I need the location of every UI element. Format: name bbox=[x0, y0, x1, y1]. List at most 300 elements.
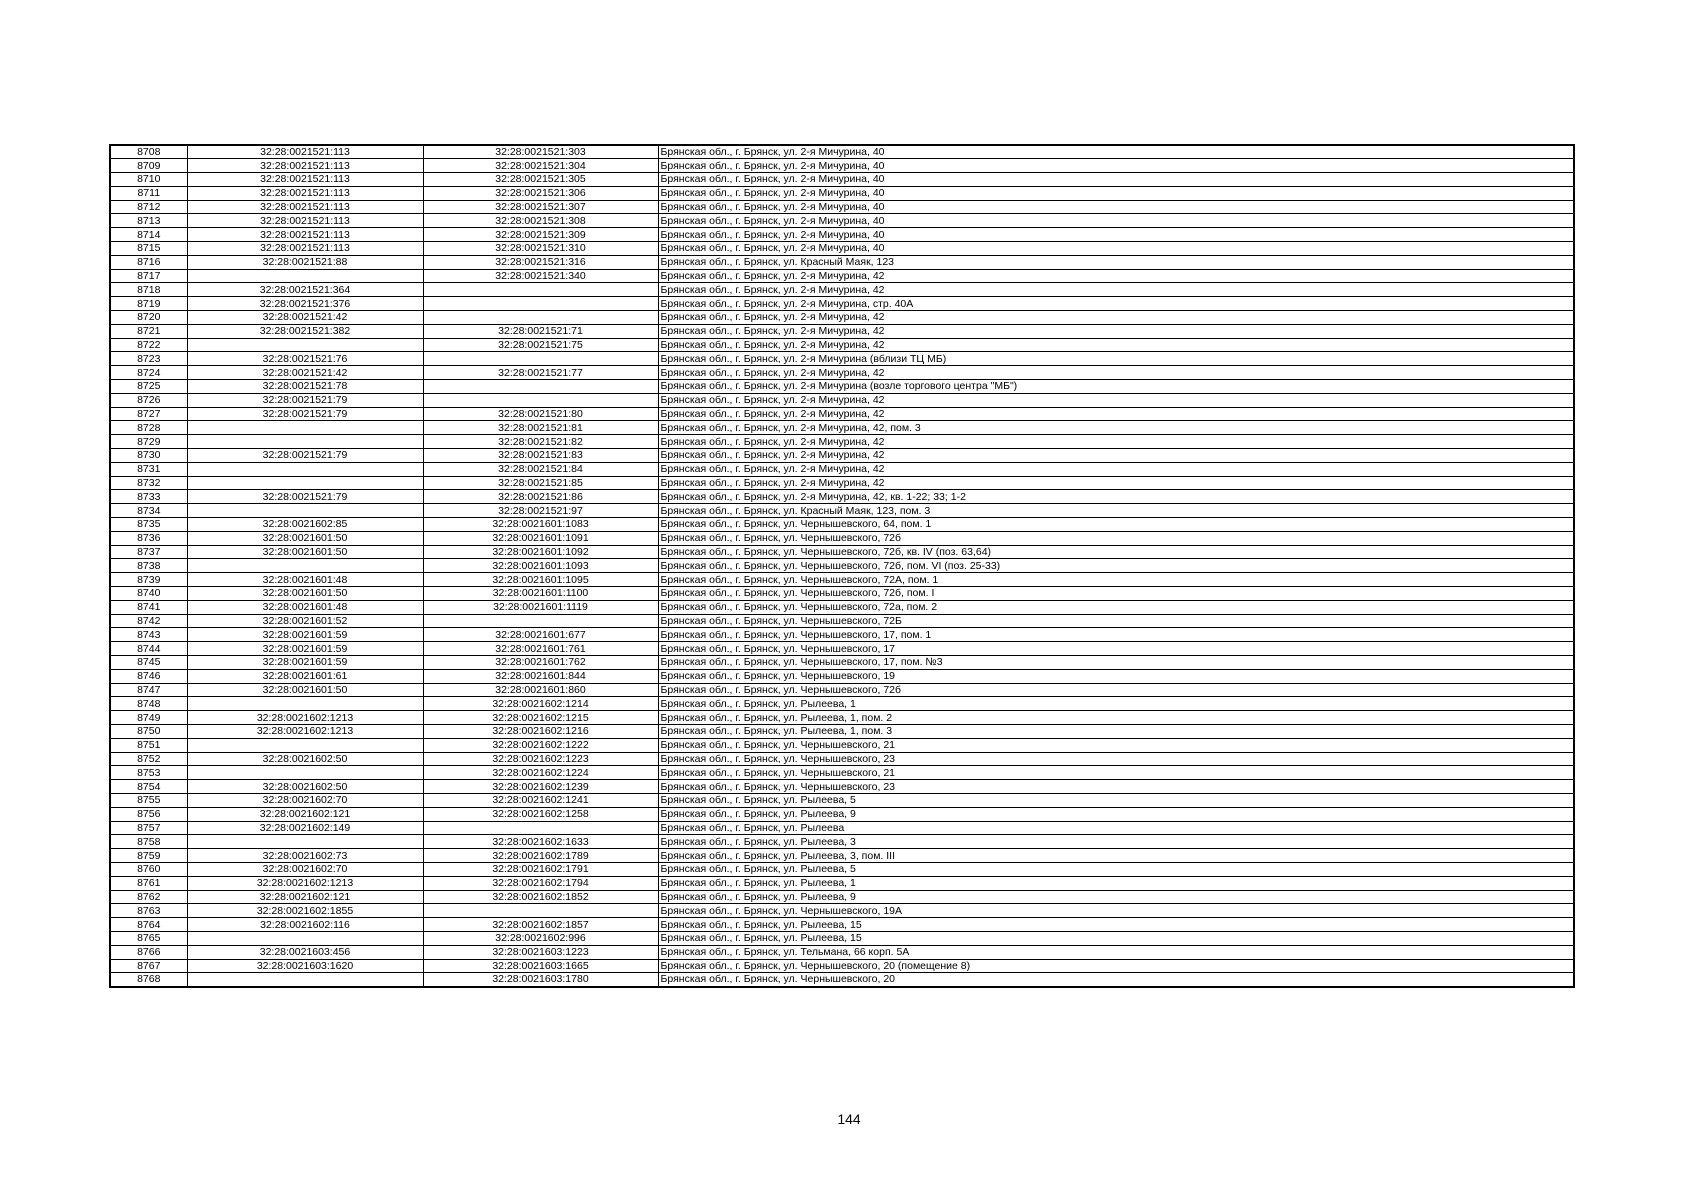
row-number-cell: 8766 bbox=[110, 945, 187, 959]
cadastral-number-cell: 32:28:0021601:1119 bbox=[423, 600, 658, 614]
cadastral-number-cell: 32:28:0021521:71 bbox=[423, 324, 658, 338]
address-cell: Брянская обл., г. Брянск, ул. Чернышевского, 72б bbox=[658, 531, 1574, 545]
address-cell: Брянская обл., г. Брянск, ул. Чернышевского, 19А bbox=[658, 904, 1574, 918]
parent-cadastral-cell: 32:28:0021601:48 bbox=[187, 600, 423, 614]
table-row bbox=[110, 683, 1574, 697]
row-number-cell: 8725 bbox=[110, 380, 187, 394]
address-cell: Брянская обл., г. Брянск, ул. 2-я Мичурина, 40 bbox=[658, 242, 1574, 256]
cadastral-number-cell: 32:28:0021602:1224 bbox=[423, 766, 658, 780]
address-cell: Брянская обл., г. Брянск, ул. Чернышевского, 21 bbox=[658, 738, 1574, 752]
cadastral-number-cell bbox=[423, 283, 658, 297]
address-cell: Брянская обл., г. Брянск, ул. Рылеева, 9 bbox=[658, 807, 1574, 821]
table-row bbox=[110, 518, 1574, 532]
parent-cadastral-cell: 32:28:0021601:50 bbox=[187, 545, 423, 559]
parent-cadastral-cell: 32:28:0021602:149 bbox=[187, 821, 423, 835]
row-number-cell: 8711 bbox=[110, 186, 187, 200]
cadastral-number-cell: 32:28:0021601:844 bbox=[423, 669, 658, 683]
row-number-cell: 8740 bbox=[110, 587, 187, 601]
row-number-cell: 8750 bbox=[110, 724, 187, 738]
table-row bbox=[110, 504, 1574, 518]
address-cell: Брянская обл., г. Брянск, ул. Рылеева, 1, пом. 3 bbox=[658, 724, 1574, 738]
parent-cadastral-cell: 32:28:0021521:113 bbox=[187, 242, 423, 256]
row-number-cell: 8741 bbox=[110, 600, 187, 614]
cadastral-number-cell: 32:28:0021602:1239 bbox=[423, 780, 658, 794]
cadastral-number-cell: 32:28:0021521:75 bbox=[423, 338, 658, 352]
address-cell: Брянская обл., г. Брянск, ул. Рылеева, 15 bbox=[658, 931, 1574, 945]
address-cell: Брянская обл., г. Брянск, ул. 2-я Мичурина, 42 bbox=[658, 476, 1574, 490]
cadastral-number-cell bbox=[423, 904, 658, 918]
row-number-cell: 8714 bbox=[110, 228, 187, 242]
parent-cadastral-cell bbox=[187, 435, 423, 449]
row-number-cell: 8739 bbox=[110, 573, 187, 587]
cadastral-number-cell: 32:28:0021521:84 bbox=[423, 462, 658, 476]
address-cell: Брянская обл., г. Брянск, ул. Чернышевского, 72б, пом. I bbox=[658, 587, 1574, 601]
table-row bbox=[110, 821, 1574, 835]
row-number-cell: 8713 bbox=[110, 214, 187, 228]
table-row bbox=[110, 545, 1574, 559]
row-number-cell: 8758 bbox=[110, 835, 187, 849]
parent-cadastral-cell: 32:28:0021602:85 bbox=[187, 518, 423, 532]
table-row bbox=[110, 228, 1574, 242]
row-number-cell: 8723 bbox=[110, 352, 187, 366]
cadastral-number-cell: 32:28:0021601:1100 bbox=[423, 587, 658, 601]
cadastral-number-cell: 32:28:0021601:762 bbox=[423, 655, 658, 669]
parent-cadastral-cell: 32:28:0021602:1213 bbox=[187, 711, 423, 725]
row-number-cell: 8717 bbox=[110, 269, 187, 283]
parent-cadastral-cell: 32:28:0021602:50 bbox=[187, 780, 423, 794]
address-cell: Брянская обл., г. Брянск, ул. Чернышевского, 20 bbox=[658, 973, 1574, 987]
parent-cadastral-cell: 32:28:0021521:113 bbox=[187, 214, 423, 228]
table-row bbox=[110, 242, 1574, 256]
parent-cadastral-cell bbox=[187, 269, 423, 283]
address-cell: Брянская обл., г. Брянск, ул. 2-я Мичурина, 40 bbox=[658, 186, 1574, 200]
cadastral-number-cell bbox=[423, 380, 658, 394]
row-number-cell: 8719 bbox=[110, 297, 187, 311]
table-row bbox=[110, 200, 1574, 214]
row-number-cell: 8747 bbox=[110, 683, 187, 697]
address-cell: Брянская обл., г. Брянск, ул. Красный Маяк, 123, пом. 3 bbox=[658, 504, 1574, 518]
parent-cadastral-cell: 32:28:0021601:61 bbox=[187, 669, 423, 683]
row-number-cell: 8761 bbox=[110, 876, 187, 890]
address-cell: Брянская обл., г. Брянск, ул. 2-я Мичурина, 42 bbox=[658, 366, 1574, 380]
cadastral-number-cell: 32:28:0021521:307 bbox=[423, 200, 658, 214]
table-row bbox=[110, 931, 1574, 945]
parent-cadastral-cell bbox=[187, 835, 423, 849]
cadastral-number-cell: 32:28:0021603:1665 bbox=[423, 959, 658, 973]
address-cell: Брянская обл., г. Брянск, ул. Рылеева, 3 bbox=[658, 835, 1574, 849]
row-number-cell: 8709 bbox=[110, 159, 187, 173]
address-cell: Брянская обл., г. Брянск, ул. Рылеева, 5 bbox=[658, 793, 1574, 807]
address-cell: Брянская обл., г. Брянск, ул. Рылеева, 1 bbox=[658, 697, 1574, 711]
parent-cadastral-cell: 32:28:0021602:70 bbox=[187, 793, 423, 807]
row-number-cell: 8716 bbox=[110, 255, 187, 269]
parent-cadastral-cell: 32:28:0021602:121 bbox=[187, 890, 423, 904]
table-row bbox=[110, 724, 1574, 738]
address-cell: Брянская обл., г. Брянск, ул. Рылеева, 15 bbox=[658, 918, 1574, 932]
table-row bbox=[110, 959, 1574, 973]
parent-cadastral-cell: 32:28:0021602:1213 bbox=[187, 876, 423, 890]
address-cell: Брянская обл., г. Брянск, ул. Чернышевского, 19 bbox=[658, 669, 1574, 683]
row-number-cell: 8720 bbox=[110, 311, 187, 325]
cadastral-number-cell: 32:28:0021521:97 bbox=[423, 504, 658, 518]
parent-cadastral-cell: 32:28:0021601:52 bbox=[187, 614, 423, 628]
cadastral-number-cell: 32:28:0021602:996 bbox=[423, 931, 658, 945]
address-cell: Брянская обл., г. Брянск, ул. Рылеева, 1 bbox=[658, 876, 1574, 890]
address-cell: Брянская обл., г. Брянск, ул. 2-я Мичурина, 42 bbox=[658, 435, 1574, 449]
parent-cadastral-cell: 32:28:0021601:59 bbox=[187, 642, 423, 656]
cadastral-number-cell: 32:28:0021521:81 bbox=[423, 421, 658, 435]
table-row bbox=[110, 642, 1574, 656]
address-cell: Брянская обл., г. Брянск, ул. Чернышевского, 21 bbox=[658, 766, 1574, 780]
parent-cadastral-cell: 32:28:0021521:42 bbox=[187, 366, 423, 380]
cadastral-number-cell: 32:28:0021601:1095 bbox=[423, 573, 658, 587]
row-number-cell: 8726 bbox=[110, 393, 187, 407]
address-cell: Брянская обл., г. Брянск, ул. Чернышевского, 64, пом. 1 bbox=[658, 518, 1574, 532]
row-number-cell: 8762 bbox=[110, 890, 187, 904]
parent-cadastral-cell: 32:28:0021602:121 bbox=[187, 807, 423, 821]
row-number-cell: 8754 bbox=[110, 780, 187, 794]
row-number-cell: 8732 bbox=[110, 476, 187, 490]
table-row bbox=[110, 600, 1574, 614]
table-row bbox=[110, 531, 1574, 545]
table-row bbox=[110, 352, 1574, 366]
table-row bbox=[110, 918, 1574, 932]
address-cell: Брянская обл., г. Брянск, ул. Чернышевского, 17 bbox=[658, 642, 1574, 656]
table-row bbox=[110, 324, 1574, 338]
address-cell: Брянская обл., г. Брянск, ул. Рылеева, 5 bbox=[658, 862, 1574, 876]
parent-cadastral-cell: 32:28:0021521:113 bbox=[187, 145, 423, 159]
address-cell: Брянская обл., г. Брянск, ул. Рылеева, 9 bbox=[658, 890, 1574, 904]
parent-cadastral-cell: 32:28:0021601:59 bbox=[187, 655, 423, 669]
parent-cadastral-cell: 32:28:0021521:79 bbox=[187, 393, 423, 407]
address-cell: Брянская обл., г. Брянск, ул. 2-я Мичурина (вблизи ТЦ МБ) bbox=[658, 352, 1574, 366]
table-row bbox=[110, 159, 1574, 173]
cadastral-number-cell: 32:28:0021521:83 bbox=[423, 449, 658, 463]
parent-cadastral-cell bbox=[187, 476, 423, 490]
cadastral-number-cell bbox=[423, 614, 658, 628]
cadastral-number-cell bbox=[423, 393, 658, 407]
parent-cadastral-cell: 32:28:0021603:1620 bbox=[187, 959, 423, 973]
parent-cadastral-cell: 32:28:0021521:79 bbox=[187, 407, 423, 421]
table-row bbox=[110, 573, 1574, 587]
parent-cadastral-cell: 32:28:0021601:59 bbox=[187, 628, 423, 642]
address-cell: Брянская обл., г. Брянск, ул. Чернышевского, 17, пом. 1 bbox=[658, 628, 1574, 642]
row-number-cell: 8738 bbox=[110, 559, 187, 573]
cadastral-number-cell: 32:28:0021601:1083 bbox=[423, 518, 658, 532]
row-number-cell: 8730 bbox=[110, 449, 187, 463]
table-row bbox=[110, 587, 1574, 601]
row-number-cell: 8728 bbox=[110, 421, 187, 435]
table-row bbox=[110, 311, 1574, 325]
row-number-cell: 8742 bbox=[110, 614, 187, 628]
row-number-cell: 8735 bbox=[110, 518, 187, 532]
row-number-cell: 8712 bbox=[110, 200, 187, 214]
parent-cadastral-cell: 32:28:0021521:113 bbox=[187, 173, 423, 187]
parent-cadastral-cell: 32:28:0021521:76 bbox=[187, 352, 423, 366]
row-number-cell: 8745 bbox=[110, 655, 187, 669]
parent-cadastral-cell: 32:28:0021521:113 bbox=[187, 186, 423, 200]
cadastral-number-cell: 32:28:0021602:1857 bbox=[423, 918, 658, 932]
address-cell: Брянская обл., г. Брянск, ул. Красный Маяк, 123 bbox=[658, 255, 1574, 269]
parent-cadastral-cell: 32:28:0021521:79 bbox=[187, 449, 423, 463]
table-row bbox=[110, 462, 1574, 476]
row-number-cell: 8756 bbox=[110, 807, 187, 821]
parent-cadastral-cell: 32:28:0021521:42 bbox=[187, 311, 423, 325]
cadastral-number-cell: 32:28:0021602:1215 bbox=[423, 711, 658, 725]
address-cell: Брянская обл., г. Брянск, ул. 2-я Мичурина, 40 bbox=[658, 200, 1574, 214]
address-cell: Брянская обл., г. Брянск, ул. 2-я Мичурина, 42, пом. 3 bbox=[658, 421, 1574, 435]
table-row bbox=[110, 559, 1574, 573]
table-row bbox=[110, 655, 1574, 669]
address-cell: Брянская обл., г. Брянск, ул. 2-я Мичурина, 42 bbox=[658, 269, 1574, 283]
cadastral-number-cell: 32:28:0021521:80 bbox=[423, 407, 658, 421]
table-row bbox=[110, 476, 1574, 490]
row-number-cell: 8715 bbox=[110, 242, 187, 256]
address-cell: Брянская обл., г. Брянск, ул. 2-я Мичурина, 42 bbox=[658, 283, 1574, 297]
table-row bbox=[110, 269, 1574, 283]
table-row bbox=[110, 490, 1574, 504]
cadastral-number-cell: 32:28:0021602:1258 bbox=[423, 807, 658, 821]
table-row bbox=[110, 835, 1574, 849]
address-cell: Брянская обл., г. Брянск, ул. 2-я Мичурина, 42 bbox=[658, 311, 1574, 325]
parent-cadastral-cell: 32:28:0021602:116 bbox=[187, 918, 423, 932]
parent-cadastral-cell bbox=[187, 931, 423, 945]
address-cell: Брянская обл., г. Брянск, ул. 2-я Мичурина, 42, кв. 1-22; 33; 1-2 bbox=[658, 490, 1574, 504]
table-row bbox=[110, 614, 1574, 628]
row-number-cell: 8724 bbox=[110, 366, 187, 380]
address-cell: Брянская обл., г. Брянск, ул. 2-я Мичурина, 40 bbox=[658, 173, 1574, 187]
address-cell: Брянская обл., г. Брянск, ул. 2-я Мичурина, 42 bbox=[658, 462, 1574, 476]
table-row bbox=[110, 793, 1574, 807]
parent-cadastral-cell: 32:28:0021521:113 bbox=[187, 228, 423, 242]
page-number: 144 bbox=[837, 1111, 861, 1127]
row-number-cell: 8734 bbox=[110, 504, 187, 518]
parent-cadastral-cell: 32:28:0021602:73 bbox=[187, 849, 423, 863]
parent-cadastral-cell: 32:28:0021521:113 bbox=[187, 159, 423, 173]
table-row bbox=[110, 738, 1574, 752]
table-row bbox=[110, 214, 1574, 228]
address-cell: Брянская обл., г. Брянск, ул. Чернышевского, 20 (помещение 8) bbox=[658, 959, 1574, 973]
row-number-cell: 8710 bbox=[110, 173, 187, 187]
table-row bbox=[110, 973, 1574, 987]
table-row bbox=[110, 255, 1574, 269]
address-cell: Брянская обл., г. Брянск, ул. 2-я Мичурина, 42 bbox=[658, 449, 1574, 463]
parent-cadastral-cell bbox=[187, 421, 423, 435]
address-cell: Брянская обл., г. Брянск, ул. 2-я Мичурина, 42 bbox=[658, 338, 1574, 352]
table-row bbox=[110, 807, 1574, 821]
address-cell: Брянская обл., г. Брянск, ул. 2-я Мичурина (возле торгового центра "МБ") bbox=[658, 380, 1574, 394]
table-row bbox=[110, 711, 1574, 725]
address-cell: Брянская обл., г. Брянск, ул. Чернышевского, 72Б bbox=[658, 614, 1574, 628]
parent-cadastral-cell: 32:28:0021603:456 bbox=[187, 945, 423, 959]
table-body bbox=[110, 145, 1574, 987]
row-number-cell: 8768 bbox=[110, 973, 187, 987]
cadastral-number-cell: 32:28:0021521:308 bbox=[423, 214, 658, 228]
parent-cadastral-cell bbox=[187, 697, 423, 711]
cadastral-number-cell: 32:28:0021601:677 bbox=[423, 628, 658, 642]
cadastral-number-cell: 32:28:0021521:306 bbox=[423, 186, 658, 200]
address-cell: Брянская обл., г. Брянск, ул. 2-я Мичурина, 40 bbox=[658, 214, 1574, 228]
cadastral-number-cell: 32:28:0021602:1794 bbox=[423, 876, 658, 890]
table-row bbox=[110, 904, 1574, 918]
address-cell: Брянская обл., г. Брянск, ул. Чернышевского, 72а, пом. 2 bbox=[658, 600, 1574, 614]
table-row bbox=[110, 283, 1574, 297]
address-cell: Брянская обл., г. Брянск, ул. Тельмана, 66 корп. 5А bbox=[658, 945, 1574, 959]
row-number-cell: 8727 bbox=[110, 407, 187, 421]
address-cell: Брянская обл., г. Брянск, ул. 2-я Мичурина, 42 bbox=[658, 407, 1574, 421]
cadastral-number-cell bbox=[423, 297, 658, 311]
row-number-cell: 8752 bbox=[110, 752, 187, 766]
address-cell: Брянская обл., г. Брянск, ул. Рылеева bbox=[658, 821, 1574, 835]
cadastral-number-cell: 32:28:0021521:77 bbox=[423, 366, 658, 380]
cadastral-number-cell: 32:28:0021601:1093 bbox=[423, 559, 658, 573]
row-number-cell: 8764 bbox=[110, 918, 187, 932]
row-number-cell: 8748 bbox=[110, 697, 187, 711]
address-cell: Брянская обл., г. Брянск, ул. Чернышевского, 72б, пом. VI (поз. 25-33) bbox=[658, 559, 1574, 573]
row-number-cell: 8744 bbox=[110, 642, 187, 656]
cadastral-number-cell: 32:28:0021521:310 bbox=[423, 242, 658, 256]
table-row bbox=[110, 297, 1574, 311]
cadastral-number-cell: 32:28:0021521:82 bbox=[423, 435, 658, 449]
address-cell: Брянская обл., г. Брянск, ул. Чернышевского, 72А, пом. 1 bbox=[658, 573, 1574, 587]
table-row bbox=[110, 628, 1574, 642]
row-number-cell: 8736 bbox=[110, 531, 187, 545]
cadastral-number-cell: 32:28:0021602:1789 bbox=[423, 849, 658, 863]
parent-cadastral-cell: 32:28:0021521:364 bbox=[187, 283, 423, 297]
cadastral-number-cell: 32:28:0021521:309 bbox=[423, 228, 658, 242]
table-row bbox=[110, 366, 1574, 380]
parent-cadastral-cell: 32:28:0021601:48 bbox=[187, 573, 423, 587]
row-number-cell: 8746 bbox=[110, 669, 187, 683]
row-number-cell: 8708 bbox=[110, 145, 187, 159]
table-row bbox=[110, 849, 1574, 863]
cadastral-number-cell: 32:28:0021602:1222 bbox=[423, 738, 658, 752]
cadastral-number-cell: 32:28:0021521:85 bbox=[423, 476, 658, 490]
address-cell: Брянская обл., г. Брянск, ул. 2-я Мичурина, 42 bbox=[658, 324, 1574, 338]
address-cell: Брянская обл., г. Брянск, ул. 2-я Мичурина, стр. 40А bbox=[658, 297, 1574, 311]
row-number-cell: 8733 bbox=[110, 490, 187, 504]
cadastral-number-cell: 32:28:0021602:1633 bbox=[423, 835, 658, 849]
row-number-cell: 8729 bbox=[110, 435, 187, 449]
parent-cadastral-cell bbox=[187, 559, 423, 573]
cadastral-number-cell: 32:28:0021601:860 bbox=[423, 683, 658, 697]
cadastral-number-cell: 32:28:0021602:1791 bbox=[423, 862, 658, 876]
cadastral-number-cell: 32:28:0021601:1091 bbox=[423, 531, 658, 545]
address-cell: Брянская обл., г. Брянск, ул. Чернышевского, 72б bbox=[658, 683, 1574, 697]
parent-cadastral-cell: 32:28:0021601:50 bbox=[187, 587, 423, 601]
table-row bbox=[110, 407, 1574, 421]
address-cell: Брянская обл., г. Брянск, ул. 2-я Мичурина, 40 bbox=[658, 145, 1574, 159]
cadastral-number-cell: 32:28:0021521:86 bbox=[423, 490, 658, 504]
table-row bbox=[110, 449, 1574, 463]
cadastral-number-cell: 32:28:0021521:340 bbox=[423, 269, 658, 283]
parent-cadastral-cell: 32:28:0021521:79 bbox=[187, 490, 423, 504]
table-row bbox=[110, 945, 1574, 959]
table-row bbox=[110, 766, 1574, 780]
row-number-cell: 8721 bbox=[110, 324, 187, 338]
cadastral-number-cell: 32:28:0021602:1216 bbox=[423, 724, 658, 738]
row-number-cell: 8760 bbox=[110, 862, 187, 876]
parent-cadastral-cell bbox=[187, 973, 423, 987]
row-number-cell: 8753 bbox=[110, 766, 187, 780]
parent-cadastral-cell: 32:28:0021601:50 bbox=[187, 683, 423, 697]
address-cell: Брянская обл., г. Брянск, ул. Чернышевского, 72б, кв. IV (поз. 63,64) bbox=[658, 545, 1574, 559]
row-number-cell: 8751 bbox=[110, 738, 187, 752]
address-cell: Брянская обл., г. Брянск, ул. Чернышевского, 17, пом. №3 bbox=[658, 655, 1574, 669]
cadastral-table bbox=[109, 144, 1575, 988]
parent-cadastral-cell: 32:28:0021602:70 bbox=[187, 862, 423, 876]
parent-cadastral-cell: 32:28:0021601:50 bbox=[187, 531, 423, 545]
parent-cadastral-cell bbox=[187, 504, 423, 518]
address-cell: Брянская обл., г. Брянск, ул. Чернышевского, 23 bbox=[658, 780, 1574, 794]
table-row bbox=[110, 421, 1574, 435]
row-number-cell: 8743 bbox=[110, 628, 187, 642]
cadastral-number-cell: 32:28:0021603:1223 bbox=[423, 945, 658, 959]
cadastral-number-cell bbox=[423, 821, 658, 835]
table-row bbox=[110, 890, 1574, 904]
parent-cadastral-cell: 32:28:0021521:376 bbox=[187, 297, 423, 311]
cadastral-number-cell bbox=[423, 352, 658, 366]
cadastral-number-cell: 32:28:0021521:304 bbox=[423, 159, 658, 173]
table-row bbox=[110, 752, 1574, 766]
table-row bbox=[110, 876, 1574, 890]
row-number-cell: 8731 bbox=[110, 462, 187, 476]
table-row bbox=[110, 393, 1574, 407]
table-row bbox=[110, 780, 1574, 794]
cadastral-number-cell: 32:28:0021521:303 bbox=[423, 145, 658, 159]
cadastral-number-cell: 32:28:0021602:1223 bbox=[423, 752, 658, 766]
row-number-cell: 8755 bbox=[110, 793, 187, 807]
parent-cadastral-cell: 32:28:0021602:1213 bbox=[187, 724, 423, 738]
cadastral-number-cell: 32:28:0021602:1241 bbox=[423, 793, 658, 807]
parent-cadastral-cell bbox=[187, 462, 423, 476]
parent-cadastral-cell bbox=[187, 738, 423, 752]
parent-cadastral-cell: 32:28:0021521:78 bbox=[187, 380, 423, 394]
table-row bbox=[110, 669, 1574, 683]
parent-cadastral-cell bbox=[187, 338, 423, 352]
cadastral-number-cell: 32:28:0021602:1214 bbox=[423, 697, 658, 711]
cadastral-number-cell: 32:28:0021521:305 bbox=[423, 173, 658, 187]
parent-cadastral-cell: 32:28:0021521:88 bbox=[187, 255, 423, 269]
parent-cadastral-cell bbox=[187, 766, 423, 780]
parent-cadastral-cell: 32:28:0021602:50 bbox=[187, 752, 423, 766]
parent-cadastral-cell: 32:28:0021521:113 bbox=[187, 200, 423, 214]
cadastral-number-cell: 32:28:0021521:316 bbox=[423, 255, 658, 269]
address-cell: Брянская обл., г. Брянск, ул. 2-я Мичурина, 42 bbox=[658, 393, 1574, 407]
parent-cadastral-cell: 32:28:0021602:1855 bbox=[187, 904, 423, 918]
address-cell: Брянская обл., г. Брянск, ул. 2-я Мичурина, 40 bbox=[658, 159, 1574, 173]
cadastral-number-cell: 32:28:0021602:1852 bbox=[423, 890, 658, 904]
row-number-cell: 8737 bbox=[110, 545, 187, 559]
row-number-cell: 8763 bbox=[110, 904, 187, 918]
parent-cadastral-cell: 32:28:0021521:382 bbox=[187, 324, 423, 338]
cadastral-number-cell: 32:28:0021601:1092 bbox=[423, 545, 658, 559]
row-number-cell: 8765 bbox=[110, 931, 187, 945]
row-number-cell: 8757 bbox=[110, 821, 187, 835]
address-cell: Брянская обл., г. Брянск, ул. 2-я Мичурина, 40 bbox=[658, 228, 1574, 242]
address-cell: Брянская обл., г. Брянск, ул. Рылеева, 1, пом. 2 bbox=[658, 711, 1574, 725]
row-number-cell: 8759 bbox=[110, 849, 187, 863]
table-row bbox=[110, 145, 1574, 159]
cadastral-number-cell bbox=[423, 311, 658, 325]
cadastral-number-cell: 32:28:0021601:761 bbox=[423, 642, 658, 656]
row-number-cell: 8767 bbox=[110, 959, 187, 973]
table-row bbox=[110, 338, 1574, 352]
table-row bbox=[110, 862, 1574, 876]
row-number-cell: 8749 bbox=[110, 711, 187, 725]
cadastral-number-cell: 32:28:0021603:1780 bbox=[423, 973, 658, 987]
table-row bbox=[110, 435, 1574, 449]
